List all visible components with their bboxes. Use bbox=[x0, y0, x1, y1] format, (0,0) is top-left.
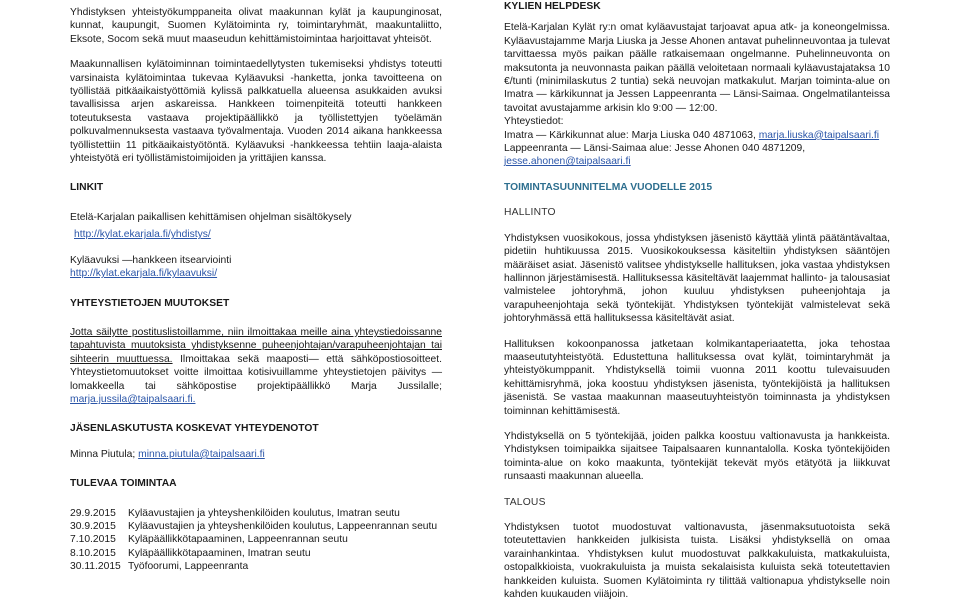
links-text-1: Etelä-Karjalan paikallisen kehittämisen ohjelman sisältökysely bbox=[70, 211, 352, 223]
link-kylaavuksi[interactable]: http://kylat.ekarjala.fi/kylaavuksi/ bbox=[70, 268, 218, 280]
helpdesk-heading: KYLIEN HELPDESK bbox=[504, 1, 601, 12]
partners-paragraph: Yhdistyksen yhteistyökumppaneita olivat maakunnan kylät ja kaupunginosat, kunnat, kaupungit, Suomen Kylätoiminta ry, toimintaryhmät, maakuntaliitto, Eksote, Socom sekä muut maaseudun kehittämistoimintaa harjoittavat yhteisöt. bbox=[70, 7, 442, 45]
mailing-contact bbox=[70, 448, 442, 461]
economy-subheading: TALOUS bbox=[504, 496, 546, 508]
admin-paragraph-2: Hallituksen kokoonpanossa jatketaan kolmikantaperiaatetta, joka tehostaa maaseututyhteistyötä. Edustettuna hallituksessa ovat kylät, toimintaryhmät ja yhteistyökumppanit. Yhdistyksellä toimii vuonna 2011 koottu tulevaisuuden kehittämisryhmä, joka koostuu yhdistyksen jäsenista, työntekijöistä ja hallituksen jäsenistä. Se vastaa maakunnan maaseutuyhteistyön toiminnasta ja yhdistyksen toiminnan kehittämisestä. bbox=[504, 338, 890, 417]
mailing-heading: JÄSENLASKUTUSTA KOSKEVAT YHTEYDENOTOT bbox=[70, 423, 319, 435]
imatra-contact bbox=[504, 129, 890, 142]
links-text-2: Kyläavuksi —hankkeen itsearviointi bbox=[70, 254, 232, 266]
plan-heading: TOIMINTASUUNNITELMA VUODELLE 2015 bbox=[504, 181, 713, 193]
lappeenranta-contact bbox=[504, 142, 890, 169]
event-text: Kyläpäällikkötapaaminen, Lappeenrannan seutu bbox=[128, 534, 348, 546]
event-text: Kyläpäällikkötapaaminen, Imatran seutu bbox=[128, 547, 311, 559]
events-heading: TULEVAA TOIMINTAA bbox=[70, 478, 177, 490]
event-row bbox=[70, 547, 442, 560]
lappeenranta-contact-text: Lappeenranta — Länsi-Saimaa alue: Jesse Ahonen 040 4871209, bbox=[504, 143, 806, 155]
event-text: Kyläavustajien ja yhteyshenkilöiden koulutus, Lappeenrannan seutu bbox=[128, 520, 438, 532]
event-date: 30.9.2015 bbox=[70, 520, 116, 532]
event-date: 29.9.2015 bbox=[70, 507, 116, 519]
right-column bbox=[504, 0, 890, 601]
kyläavuksi-paragraph: Maakunnallisen kylätoiminnan toimintaedellytysten tukemiseksi yhdistys toteutti varsinaista kylätoimintaa tukevaa Kyläavuksi -hanketta, jonka tavoitteena on työllistää pitkäaikaistyöttömiä kylissä palkkatuella alueensa asukkaiden avuksi tavallisissa arjen askareissa. Hankkeen toimenpiteitä toteutti hankkeen toteutuksesta vastaava projektipäällikkö ja työllistettyjen työelämän polkuvalmennuksesta vastaava työvalmentaja. Vuoden 2014 aikana hankkeessa työllistettiin 11 pitkäaikaistyötöntä. Kyläavuksi -hankkeessa tehtiin laaja-alaista yhteistyötä eri työllistämistoimijoiden ja yrittäjien kanssa. bbox=[70, 59, 442, 165]
event-date: 8.10.2015 bbox=[70, 547, 116, 559]
admin-subheading: HALLINTO bbox=[504, 207, 556, 219]
admin-paragraph-3: Yhdistyksellä on 5 työntekijää, joiden palkka koostuu valtionavusta ja hankkeista. Yhdistyksen toimipaikka sijaitsee Taipalsaaren kunnantalolla. Koska työntekijöiden toiminta-alue on koko maakunta, työntekijät tekevät myös etätyötä ja liikkuvat runsaasti maakunnan alueella. bbox=[504, 430, 890, 483]
event-row bbox=[70, 507, 442, 520]
mailing-email-link[interactable]: minna.piutula@taipalsaari.fi bbox=[138, 448, 265, 460]
event-date: 30.11.2015 bbox=[70, 561, 121, 573]
contacts-underlined-text: Jotta säilytte postituslistoillamme, niin ilmoittakaa meille aina yhteystiedoissanne tapahtuvista muutoksista yhdistyksenne puheenjohtajan/varapuheenjohtajan tai sihteerin muuttuessa. bbox=[70, 326, 442, 365]
event-text: Kyläavustajien ja yhteyshenkilöiden koulutus, Imatran seutu bbox=[128, 507, 400, 519]
left-column bbox=[70, 0, 442, 574]
economy-paragraph: Yhdistyksen tuotot muodostuvat valtionavusta, jäsenmaksutuotoista sekä toteutettavien hankkeiden julkisista tuista. Lisäksi yhdistyksellä on omaa varainhankintaa. Yhdistyksen kulut muodostuvat palkkakuluista, matkakuluista, ostopalkkioista, vuokrakuluista ja muista sekalaisista kuluista sekä toteutettavien hankkeiden kuluista. Suomen Kylätoiminta ry tilittää valtionapua yhdistykselle noin kahden kuukauden viiäjoin. bbox=[504, 522, 890, 601]
lappeenranta-email-link[interactable]: jesse.ahonen@taipalsaari.fi bbox=[504, 156, 631, 168]
mailing-name: Minna Piutula; bbox=[70, 448, 139, 460]
helpdesk-contacts-label: Yhteystiedot: bbox=[504, 116, 564, 128]
contacts-paragraph bbox=[70, 326, 442, 406]
event-row bbox=[70, 533, 442, 546]
contacts-email-link[interactable]: marja.jussila@taipalsaari.fi. bbox=[70, 393, 196, 405]
contacts-heading: YHTEYSTIETOJEN MUUTOKSET bbox=[70, 297, 230, 309]
links-heading: LINKIT bbox=[70, 182, 104, 194]
event-date: 7.10.2015 bbox=[70, 534, 116, 546]
contacts-text: Ilmoittakaa sekä maaposti— että sähköpostiosoitteet. Yhteystietomuutokset voitte ilmoittaa kotisivuillamme yhteystietojen päivitys —lomakkeella tai sähköpostise projektipäällikkö Marja Jussilalle; bbox=[70, 353, 442, 392]
link-yhdistys[interactable]: http://kylat.ekarjala.fi/yhdistys/ bbox=[74, 229, 211, 241]
events-list bbox=[70, 507, 442, 574]
imatra-contact-text: Imatra — Kärkikunnat alue: Marja Liuska 040 4871063, bbox=[504, 129, 759, 141]
admin-paragraph-1: Yhdistyksen vuosikokous, jossa yhdistyksen jäsenistö käyttää ylintä päätäntävaltaa, pidetiin huhtikuussa 2015. Vuosikokouksessa käsiteltiin yhdistyksen sääntöjen määräiset asiat. Jäsenistö valitsee yhdistykselle hallituksen, joka vastaa yhdistyksen hallinnon järjestämisestä. Hallituksessa käsiteltävät laajemmat hallinto- ja talousasiat valmistelee johtoryhmä, johon kuuluu yhdistyksen puheenjohtaja ja varapuheenjohtaja sekä työntekijät. Yhdistyksen työntekijät valmistelevat sekä johtoryhmässä että hallituksessa käsiteltävät asiat. bbox=[504, 232, 890, 325]
event-text: Työfoorumi, Lappeenranta bbox=[128, 561, 249, 573]
helpdesk-paragraph: Etelä-Karjalan Kylät ry:n omat kyläavustajat tarjoavat apua atk- ja koneongelmissa. Kyläavustajamme Marja Liuska ja Jesse Ahonen antavat puhelinneuvontaa ja tulevat tarvittaessa myös paikan päälle ratkaisemaan ongelmanne. Puhelinneuvonta on maksutonta ja neuvonnasta paikan päällä veloitetaan normaali kyläavustajataksa 10 €/tunti (minimilaskutus 2 tuntia) sekä neuvojan matkakulut. Marjan toiminta-alue on Imatra — kärkikunnat ja Jessen Lappeenranta — Länsi-Saimaa. Ongelmatilanteissa tavoitat avustajamme arkisin klo 9:00 — 12:00. bbox=[504, 22, 890, 114]
imatra-email-link[interactable]: marja.liuska@taipalsaari.fi bbox=[758, 129, 880, 141]
event-row bbox=[70, 560, 442, 573]
event-row bbox=[70, 520, 442, 533]
